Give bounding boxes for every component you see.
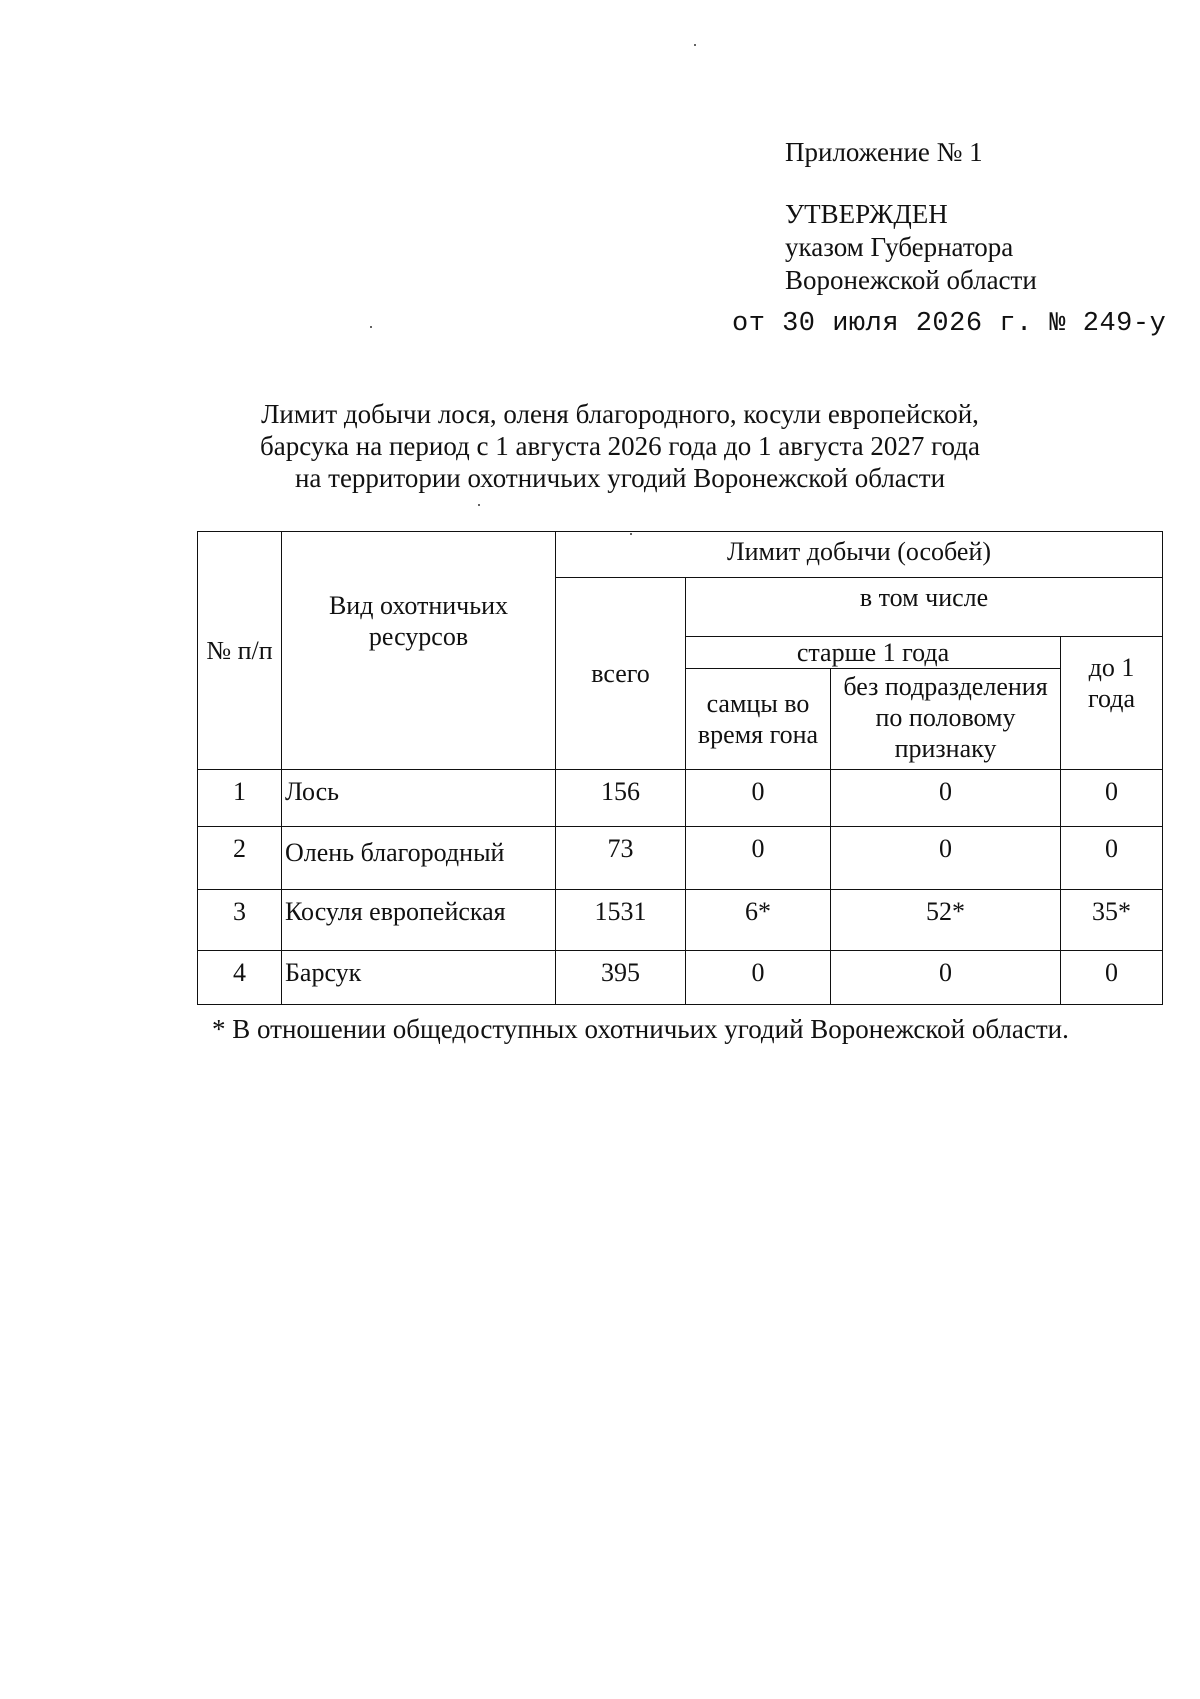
header-males: самцы во время гона xyxy=(686,669,831,770)
limits-table xyxy=(197,531,1163,1005)
title-line: барсука на период с 1 августа 2026 года до 1 августа 2027 года xyxy=(259,431,981,461)
header-species: Вид охотничьих ресурсов xyxy=(282,532,556,770)
header-num: № п/п xyxy=(198,532,282,770)
header-limit: Лимит добычи (особей) xyxy=(556,532,1163,578)
appendix-label: Приложение № 1 xyxy=(785,137,983,167)
row-total: 73 xyxy=(556,827,686,890)
title-line: Лимит добычи лося, оленя благородного, косули европейской, xyxy=(261,399,979,429)
row-no-division: 52* xyxy=(831,890,1061,951)
row-males: 0 xyxy=(686,951,831,1005)
row-total: 395 xyxy=(556,951,686,1005)
row-species: Олень благородный xyxy=(282,827,556,890)
header-older: старше 1 года xyxy=(686,637,1061,669)
row-males: 6* xyxy=(686,890,831,951)
header-no-division: без подразделения по половому признаку xyxy=(831,669,1061,770)
row-total: 1531 xyxy=(556,890,686,951)
row-num: 3 xyxy=(198,890,282,951)
document-title xyxy=(230,398,1010,494)
approved-region: Воронежской области xyxy=(785,265,1037,295)
row-num: 1 xyxy=(198,770,282,827)
row-no-division: 0 xyxy=(831,951,1061,1005)
scan-speck xyxy=(478,504,480,506)
table-row xyxy=(198,951,1163,1005)
header-including: в том числе xyxy=(686,578,1163,637)
approved-label: УТВЕРЖДЕН xyxy=(785,199,948,229)
scan-speck xyxy=(694,44,696,46)
row-species: Лось xyxy=(282,770,556,827)
approved-by: указом Губернатора xyxy=(785,232,1014,262)
table-row xyxy=(198,770,1163,827)
header-under-one: до 1 года xyxy=(1061,637,1163,770)
row-num: 2 xyxy=(198,827,282,890)
footnote: * В отношении общедоступных охотничьих угодий Воронежской области. xyxy=(212,1014,1069,1044)
table-row xyxy=(198,827,1163,890)
row-under-one: 0 xyxy=(1061,770,1163,827)
row-under-one: 0 xyxy=(1061,827,1163,890)
row-males: 0 xyxy=(686,827,831,890)
row-under-one: 0 xyxy=(1061,951,1163,1005)
row-males: 0 xyxy=(686,770,831,827)
approval-block xyxy=(785,136,1037,297)
row-no-division: 0 xyxy=(831,827,1061,890)
row-no-division: 0 xyxy=(831,770,1061,827)
title-line: на территории охотничьих угодий Воронежской области xyxy=(294,463,946,493)
scan-speck xyxy=(370,326,372,328)
decree-line: от 30 июля 2026 г. № 249-у xyxy=(732,309,1167,339)
row-under-one: 35* xyxy=(1061,890,1163,951)
row-species: Косуля европейская xyxy=(282,890,556,951)
header-total: всего xyxy=(556,578,686,770)
table-row xyxy=(198,890,1163,951)
row-total: 156 xyxy=(556,770,686,827)
row-species: Барсук xyxy=(282,951,556,1005)
row-num: 4 xyxy=(198,951,282,1005)
